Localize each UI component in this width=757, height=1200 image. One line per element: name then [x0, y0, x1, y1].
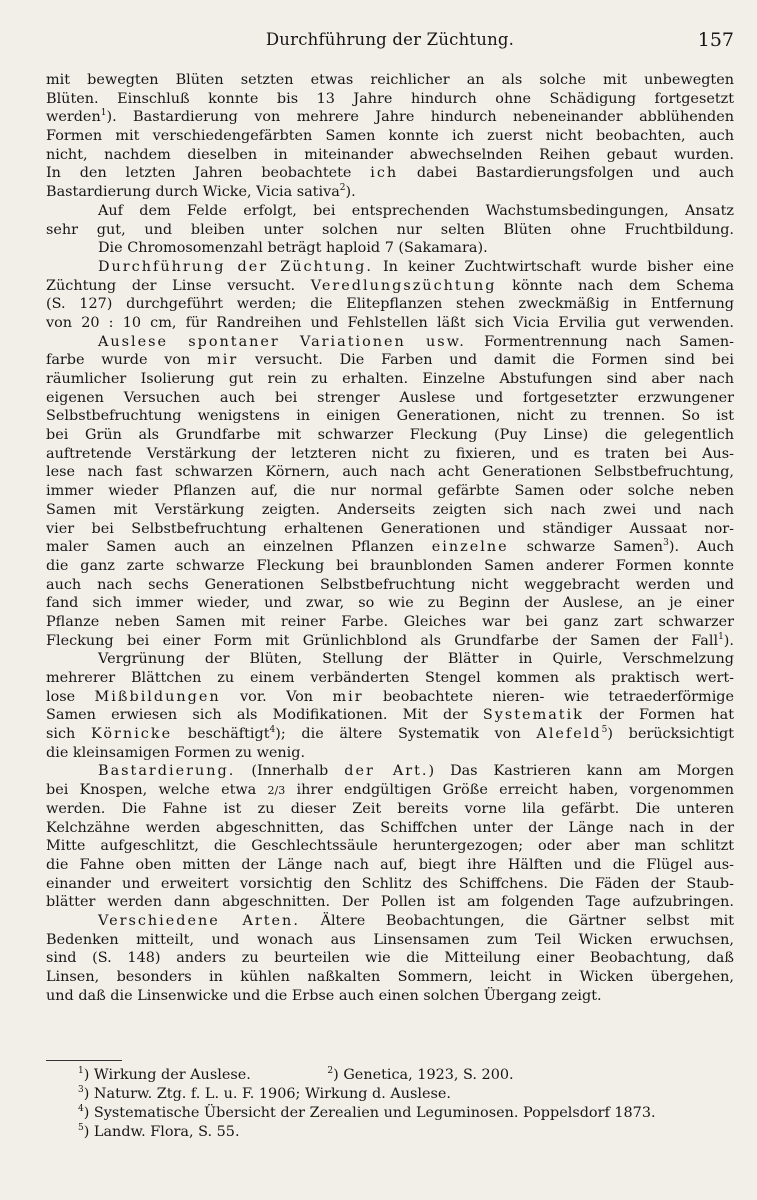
- text-line: (S. 127) durchgeführt werden; die Elitepflanzen stehen zweckmäßig in Entfernung: [46, 296, 734, 313]
- text-line: Formen mit verschiedengefärbten Samen konnte ich zuerst nicht beobachten, auch: [46, 128, 734, 145]
- footnote-ref: 5: [601, 725, 608, 736]
- footnote-ref: 1: [718, 631, 724, 642]
- text-line: Vergrünung der Blüten, Stellung der Blätter in Quirle, Verschmelzung: [98, 651, 734, 668]
- footnote: $^5$) Landw. Flora, S. 55.: [78, 1123, 240, 1140]
- text-line: Kelchzähne werden abgeschnitten, das Schiffchen unter der Länge nach in der: [46, 819, 734, 836]
- text-line: räumlicher Isolierung gut rein zu erhalten. Einzelne Abstufungen sind aber nach: [46, 371, 734, 387]
- running-head: [46, 30, 734, 56]
- text-line: Mitte aufgeschlitzt, die Geschlechtssäule heruntergezogen; oder aber man schlitzt: [46, 838, 734, 855]
- fraction: 2/3: [267, 784, 286, 798]
- section-heading: Auslese spontaner Variationen usw.: [98, 333, 466, 350]
- text-line: Auf dem Felde erfolgt, bei entsprechenden Wachstumsbedingungen, Ansatz: [98, 202, 734, 219]
- footnote: $^1$) Wirkung der Auslese. $^2$) Genetica, 1923, S. 200.: [78, 1066, 514, 1083]
- text-line: auch nach sechs Generationen Selbstbefruchtung nicht weggebracht werden und: [46, 576, 734, 593]
- text-line: farbe wurde von mir versucht. Die Farben und damit die Formen sind bei: [46, 352, 734, 369]
- text-line: Pflanze neben Samen mit reiner Farbe. Gleiches war bei ganz zart schwarzer: [46, 613, 734, 630]
- text-line: Bedenken mitteilt, und wonach aus Linsensamen zum Teil Wicken erwuchsen,: [46, 931, 734, 948]
- running-title: Durchführung der Züchtung.: [265, 30, 515, 49]
- text-line: Durchführung der Züchtung. In keiner Zuchtwirtschaft wurde bisher eine: [98, 258, 734, 275]
- text-line: Auslese spontaner Variationen usw. Formentrennung nach Samen-: [98, 333, 734, 350]
- text-line: Selbstbefruchtung wenigstens in einigen Generationen, nicht zu trennen. So ist: [46, 408, 734, 425]
- text-line: sich Körnicke beschäftigt$^4$); die ältere Systematik von Alefeld$^5$) berücksichtigt: [46, 725, 734, 743]
- text-line: vier bei Selbstbefruchtung erhaltenen Generationen und ständiger Aussaat nor-: [46, 520, 734, 537]
- text-line: Linsen, besonders in kühlen naßkalten Sommern, leicht in Wicken übergehen,: [46, 969, 734, 985]
- text-line: maler Samen auch an einzelnen Pflanzen einzelne schwarze Samen$^3$). Auch: [46, 538, 734, 556]
- text-line: Fleckung bei einer Form mit Grünlichblond als Grundfarbe der Samen der Fall$^1$).: [46, 631, 734, 649]
- footnote-ref: 4: [269, 725, 276, 736]
- text-line: bei Grün als Grundfarbe mit schwarzer Fleckung (Puy Linse) die gelegentlich: [46, 427, 734, 444]
- text-line: auftretende Verstärkung der letzteren nicht zu fixieren, und es traten bei Aus-: [46, 445, 734, 462]
- footnotes: [78, 1066, 738, 1142]
- text-line: lose Mißbildungen vor. Von mir beobachtete nieren- wie tetraederförmige: [46, 688, 734, 705]
- text-line: Blüten. Einschluß konnte bis 13 Jahre hindurch ohne Schädigung fortgesetzt: [46, 90, 734, 107]
- text-line: die ganz zarte schwarze Fleckung bei braunblonden Samen anderer Formen konnte: [46, 557, 734, 574]
- text-line: und daß die Linsenwicke und die Erbse auch einen solchen Übergang zeigt.: [46, 987, 602, 1004]
- text-line: bei Knospen, welche etwa 2/3 ihrer endgültigen Größe erreicht haben, vorgenommen: [46, 782, 734, 799]
- text-line: werden. Die Fahne ist zu dieser Zeit bereits vorne lila gefärbt. Die unteren: [46, 800, 734, 817]
- section-heading: Verschiedene Arten.: [98, 912, 300, 929]
- text-line: Verschiedene Arten. Ältere Beobachtungen, die Gärtner selbst mit: [98, 912, 734, 929]
- text-line: Die Chromosomenzahl beträgt haploid 7 (Sakamara).: [98, 240, 488, 257]
- footnote-rule: [46, 1060, 122, 1061]
- text-line: lese nach fast schwarzen Körnern, auch nach acht Generationen Selbstbefruchtung,: [46, 464, 734, 481]
- text-line: In den letzten Jahren beobachtete ich dabei Bastardierungsfolgen und auch: [46, 165, 734, 182]
- text-line: fand sich immer wieder, und zwar, so wie zu Beginn der Auslese, an je einer: [46, 595, 734, 612]
- text-line: blätter werden dann abgeschnitten. Der Pollen ist am folgenden Tage aufzubringen.: [46, 894, 734, 911]
- text-line: eigenen Versuchen auch bei strenger Auslese und fortgesetzter erzwungener: [46, 389, 734, 406]
- text-line: sind (S. 148) anders zu beurteilen wie die Mitteilung einer Beobachtung, daß: [46, 950, 734, 967]
- section-heading: Durchführung der Züchtung.: [98, 258, 373, 275]
- text-line: Samen mit Verstärkung zeigten. Anderseits zeigten sich nach zwei und nach: [46, 501, 734, 518]
- footnote: $^4$) Systematische Übersicht der Zerealien und Leguminosen. Poppelsdorf 1873.: [78, 1104, 656, 1121]
- text-line: werden$^1$). Bastardierung von mehrere Jahre hindurch nebeneinander abblühenden: [46, 108, 734, 126]
- footnote-ref: 3: [663, 538, 669, 549]
- text-line: Bastardierung durch Wicke, Vicia sativa$^2$).: [46, 183, 356, 201]
- text-line: von 20 : 10 cm, für Randreihen und Fehlstellen läßt sich Vicia Ervilia gut verwenden.: [46, 314, 734, 331]
- text-line: Züchtung der Linse versucht. Veredlungszüchtung könnte nach dem Schema: [46, 277, 734, 294]
- text-line: mit bewegten Blüten setzten etwas reichlicher an als solche mit unbewegten: [46, 72, 734, 88]
- text-line: einander und erweitert vorsichtig den Schlitz des Schiffchens. Die Fäden der Staub-: [46, 875, 734, 892]
- footnote: $^3$) Naturw. Ztg. f. L. u. F. 1906; Wirkung d. Auslese.: [78, 1085, 452, 1102]
- text-line: mehrerer Blättchen zu einem verbänderten Stengel kommen als praktisch wert-: [46, 670, 734, 686]
- text-line: Bastardierung. (Innerhalb der Art.) Das Kastrieren kann am Morgen: [98, 763, 734, 780]
- text-line: immer wieder Pflanzen auf, die nur normal gefärbte Samen oder solche neben: [46, 483, 734, 500]
- text-line: die kleinsamigen Formen zu wenig.: [46, 744, 306, 761]
- footnote-ref: 2: [339, 183, 346, 194]
- text-line: Samen erwiesen sich als Modifikationen. Mit der Systematik der Formen hat: [46, 707, 734, 724]
- text-line: nicht, nachdem dieselben in miteinander abwechselnden Reihen gebaut wurden.: [46, 146, 734, 163]
- footnote-ref: 1: [100, 108, 107, 119]
- body-text: [46, 71, 734, 1005]
- page-number: 157: [697, 29, 734, 51]
- text-line: sehr gut, und bleiben unter solchen nur selten Blüten ohne Fruchtbildung.: [46, 221, 734, 238]
- section-heading: Bastardierung.: [98, 763, 236, 780]
- text-line: die Fahne oben mitten der Länge nach auf, biegt ihre Hälften und die Flügel aus-: [46, 856, 734, 873]
